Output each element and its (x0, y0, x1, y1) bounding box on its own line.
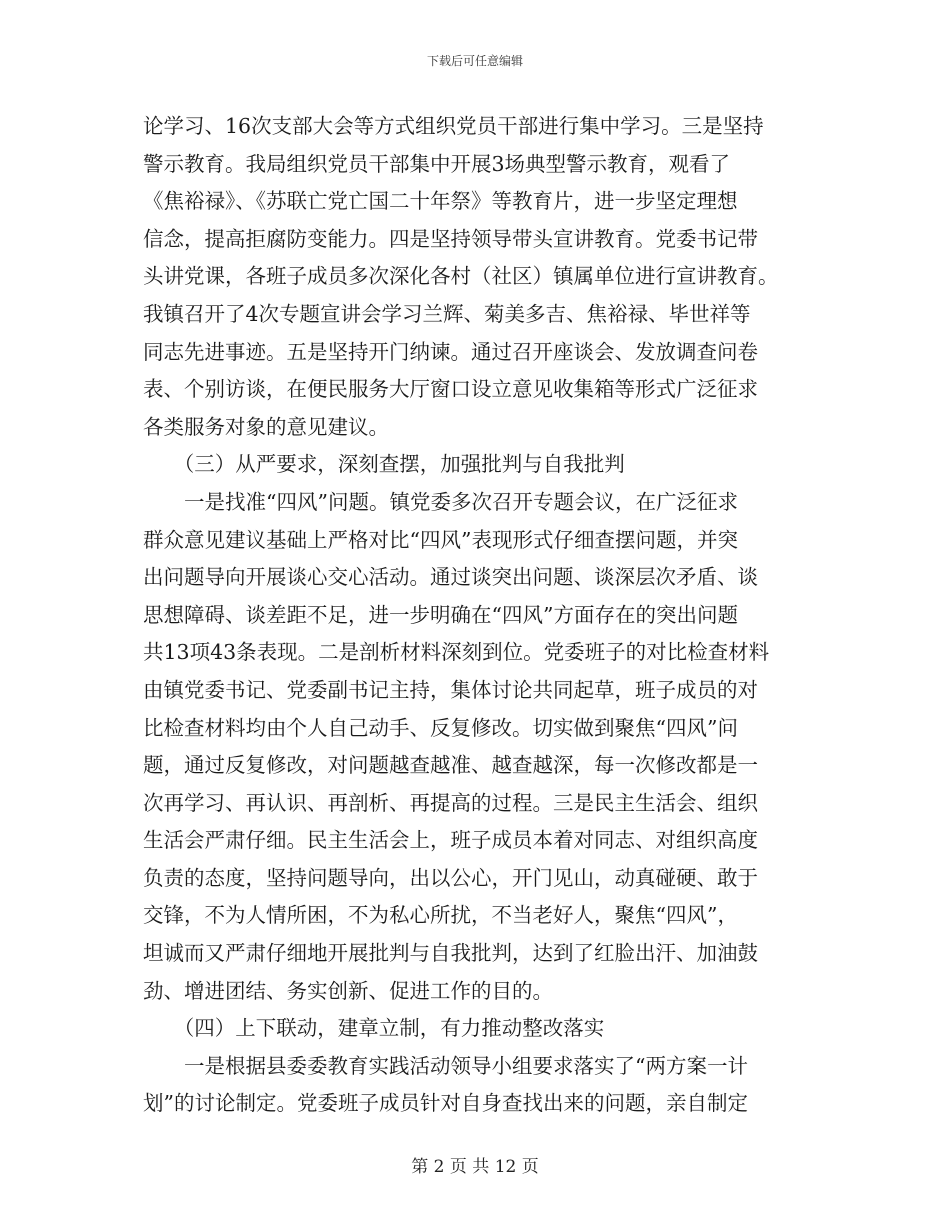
text-line: 劲、增进团结、务实创新、促进工作的目的。 (143, 978, 553, 1003)
text-line: 题，通过反复修改，对问题越查越准、越查越深，每一次修改都是一 (143, 753, 758, 778)
text-line: 论学习、16次支部大会等方式组织党员干部进行集中学习。三是坚持 (143, 114, 764, 138)
text-line: 出问题导向开展谈心交心活动。通过谈突出问题、谈深层次矛盾、谈 (143, 565, 758, 590)
text-line: 比检查材料均由个人自己动手、反复修改。切实做到聚焦“四风”问 (143, 715, 738, 740)
document-body (143, 108, 815, 1123)
section-heading: （三）从严要求，深刻查摆，加强批判与自我批判 (143, 452, 625, 477)
text-line: 信念，提高拒腐防变能力。四是坚持领导带头宣讲教育。党委书记带 (143, 226, 758, 251)
text-line: 共13项43条表现。二是剖析材料深刻到位。党委班子的对比检查材料 (143, 640, 770, 665)
text-line: 一是根据县委委教育实践活动领导小组要求落实了“两方案一计 (143, 1053, 748, 1078)
text-line: 交锋，不为人情所困，不为私心所扰，不当老好人，聚焦“四风”， (143, 903, 738, 928)
text-line: 次再学习、再认识、再剖析、再提高的过程。三是民主生活会、组织 (143, 790, 758, 815)
text-line: 头讲党课，各班子成员多次深化各村（社区）镇属单位进行宣讲教育。 (143, 264, 779, 289)
text-line: 生活会严肃仔细。民主生活会上，班子成员本着对同志、对组织高度 (143, 828, 758, 853)
page-footer: 第 2 页 共 12 页 (411, 1157, 539, 1177)
text-line: 思想障碍、谈差距不足，进一步明确在“四风”方面存在的突出问题 (143, 602, 738, 627)
text-line: 群众意见建议基础上严格对比“四风”表现形式仔细查摆问题，并突 (143, 527, 738, 552)
text-line: 表、个别访谈，在便民服务大厅窗口设立意见收集箱等形式广泛征求 (143, 377, 758, 402)
text-line: 警示教育。我局组织党员干部集中开展3场典型警示教育，观看了 (143, 151, 731, 176)
text-line: 坦诚而又严肃仔细地开展批判与自我批判，达到了红脸出汗、加油鼓 (143, 941, 758, 966)
text-line: 同志先进事迹。五是坚持开门纳谏。通过召开座谈会、发放调查问卷 (143, 339, 758, 364)
text-line: 划”的讨论制定。党委班子成员针对自身查找出来的问题，亲自制定 (143, 1091, 748, 1116)
text-line: 一是找准“四风”问题。镇党委多次召开专题会议，在广泛征求 (143, 489, 738, 514)
text-line: 我镇召开了4次专题宣讲会学习兰辉、菊美多吉、焦裕禄、毕世祥等 (143, 301, 751, 326)
text-line: 《焦裕禄》、《苏联亡党亡国二十年祭》等教育片，进一步坚定理想 (143, 189, 738, 214)
text-line: 由镇党委书记、党委副书记主持，集体讨论共同起草，班子成员的对 (143, 677, 758, 702)
text-line: 负责的态度，坚持问题导向，出以公心，开门见山，动真碰硬、敢于 (143, 865, 758, 890)
text-line: 各类服务对象的意见建议。 (143, 414, 389, 439)
page-header: 下载后可任意编辑 (426, 54, 523, 68)
section-heading: （四）上下联动，建章立制，有力推动整改落实 (143, 1016, 605, 1041)
